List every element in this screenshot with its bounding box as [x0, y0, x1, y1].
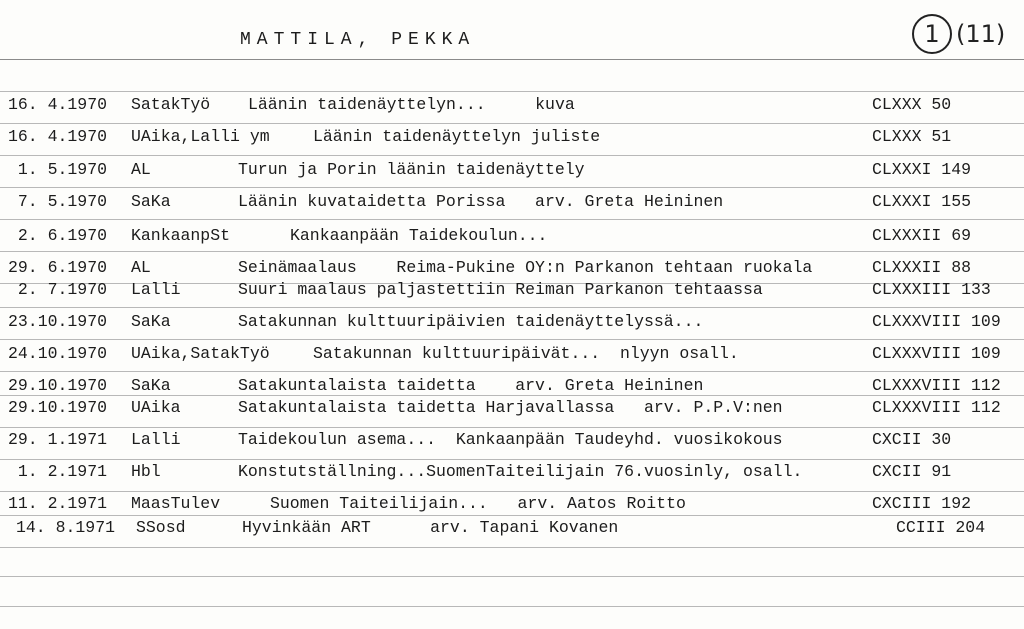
ruled-line — [0, 371, 1024, 372]
row-note: Läänin taidenäyttelyn... kuva — [248, 95, 575, 114]
ruled-line — [0, 339, 1024, 340]
row-source: AL — [131, 160, 151, 179]
row-source: SaKa — [131, 192, 171, 211]
table-row — [0, 430, 1024, 452]
row-source: SaKa — [131, 312, 171, 331]
row-date: 29. 6.1970 — [8, 258, 108, 277]
ruled-line — [0, 547, 1024, 548]
row-date: 7. 5.1970 — [8, 192, 108, 211]
row-reference: CXCII 91 — [872, 462, 952, 481]
row-date: 29. 1.1971 — [8, 430, 108, 449]
row-source: Hbl — [131, 462, 161, 481]
ruled-line — [0, 187, 1024, 188]
table-row — [0, 95, 1024, 117]
row-source: SatakTyö — [131, 95, 211, 114]
row-date: 23.10.1970 — [8, 312, 108, 331]
row-note: Suuri maalaus paljastettiin Reiman Parkanon tehtaassa — [238, 280, 763, 299]
table-row — [0, 494, 1024, 516]
row-reference: CLXXXI 155 — [872, 192, 972, 211]
row-date: 16. 4.1970 — [8, 127, 108, 146]
row-source: KankaanpSt — [131, 226, 231, 245]
row-date: 1. 5.1970 — [8, 160, 108, 179]
row-note: Satakuntalaista taidetta arv. Greta Heininen — [238, 376, 704, 395]
row-date: 11. 2.1971 — [8, 494, 108, 513]
ruled-line — [0, 123, 1024, 124]
row-note: Seinämaalaus Reima-Pukine OY:n Parkanon tehtaan ruokala — [238, 258, 813, 277]
ruled-line — [0, 459, 1024, 460]
row-note: Satakunnan kulttuuripäivien taidenäyttelyssä... — [238, 312, 704, 331]
row-note: Hyvinkään ART arv. Tapani Kovanen — [242, 518, 619, 537]
ruled-line — [0, 427, 1024, 428]
row-source: Lalli — [131, 280, 181, 299]
row-reference: CLXXXVIII 109 — [872, 344, 1001, 363]
table-row — [0, 127, 1024, 149]
card-total: (11) — [956, 20, 1006, 48]
row-date: 24.10.1970 — [8, 344, 108, 363]
row-date: 29.10.1970 — [8, 398, 108, 417]
table-row — [0, 192, 1024, 214]
row-source: UAika,SatakTyö — [131, 344, 270, 363]
row-reference: CCIII 204 — [896, 518, 986, 537]
ruled-line — [0, 91, 1024, 92]
table-row — [0, 226, 1024, 248]
ruled-line — [0, 251, 1024, 252]
table-row — [0, 312, 1024, 334]
row-note: Taidekoulun asema... Kankaanpään Taudeyhd. vuosikokous — [238, 430, 783, 449]
card-number — [912, 14, 1005, 54]
row-date: 29.10.1970 — [8, 376, 108, 395]
ruled-line — [0, 491, 1024, 492]
table-row — [0, 280, 1024, 302]
row-reference: CLXXXII 88 — [872, 258, 972, 277]
row-note: Satakuntalaista taidetta Harjavallassa arv. P.P.V:nen — [238, 398, 783, 417]
row-reference: CLXXXVIII 112 — [872, 376, 1001, 395]
row-source: AL — [131, 258, 151, 277]
row-note: Läänin taidenäyttelyn juliste — [313, 127, 601, 146]
row-reference: CLXXXVIII 112 — [872, 398, 1001, 417]
row-source: MaasTulev — [131, 494, 221, 513]
row-date: 2. 7.1970 — [8, 280, 108, 299]
ruled-line — [0, 606, 1024, 607]
row-source: UAika — [131, 398, 181, 417]
ruled-line — [0, 307, 1024, 308]
row-reference: CLXXXVIII 109 — [872, 312, 1001, 331]
row-note: Turun ja Porin läänin taidenäyttely — [238, 160, 585, 179]
row-note: Läänin kuvataidetta Porissa arv. Greta Heininen — [238, 192, 724, 211]
row-note: Kankaanpään Taidekoulun... — [290, 226, 548, 245]
table-row — [0, 258, 1024, 280]
row-source: SaKa — [131, 376, 171, 395]
card-number-circled: 1 — [912, 14, 952, 54]
row-reference: CLXXX 50 — [872, 95, 952, 114]
card-title: MATTILA, PEKKA — [240, 30, 476, 50]
table-row — [0, 376, 1024, 398]
row-source: SSosd — [136, 518, 186, 537]
table-row — [0, 462, 1024, 484]
row-reference: CLXXX 51 — [872, 127, 952, 146]
row-reference: CXCIII 192 — [872, 494, 972, 513]
ruled-line — [0, 59, 1024, 60]
row-note: Suomen Taiteilijain... arv. Aatos Roitto — [270, 494, 686, 513]
row-reference: CLXXXIII 133 — [872, 280, 991, 299]
ruled-line — [0, 576, 1024, 577]
row-note: Satakunnan kulttuuripäivät... nlyyn osall. — [313, 344, 739, 363]
row-reference: CXCII 30 — [872, 430, 952, 449]
row-source: UAika,Lalli ym — [131, 127, 270, 146]
ruled-line — [0, 219, 1024, 220]
table-row — [0, 398, 1024, 420]
row-source: Lalli — [131, 430, 181, 449]
row-date: 1. 2.1971 — [8, 462, 108, 481]
table-row — [0, 518, 1024, 540]
table-row — [0, 344, 1024, 366]
row-date: 14. 8.1971 — [16, 518, 116, 537]
row-date: 16. 4.1970 — [8, 95, 108, 114]
table-row — [0, 160, 1024, 182]
row-date: 2. 6.1970 — [8, 226, 108, 245]
row-reference: CLXXXI 149 — [872, 160, 972, 179]
row-reference: CLXXXII 69 — [872, 226, 972, 245]
row-note: Konstutställning...SuomenTaiteilijain 76.vuosinly, osall. — [238, 462, 803, 481]
ruled-line — [0, 155, 1024, 156]
